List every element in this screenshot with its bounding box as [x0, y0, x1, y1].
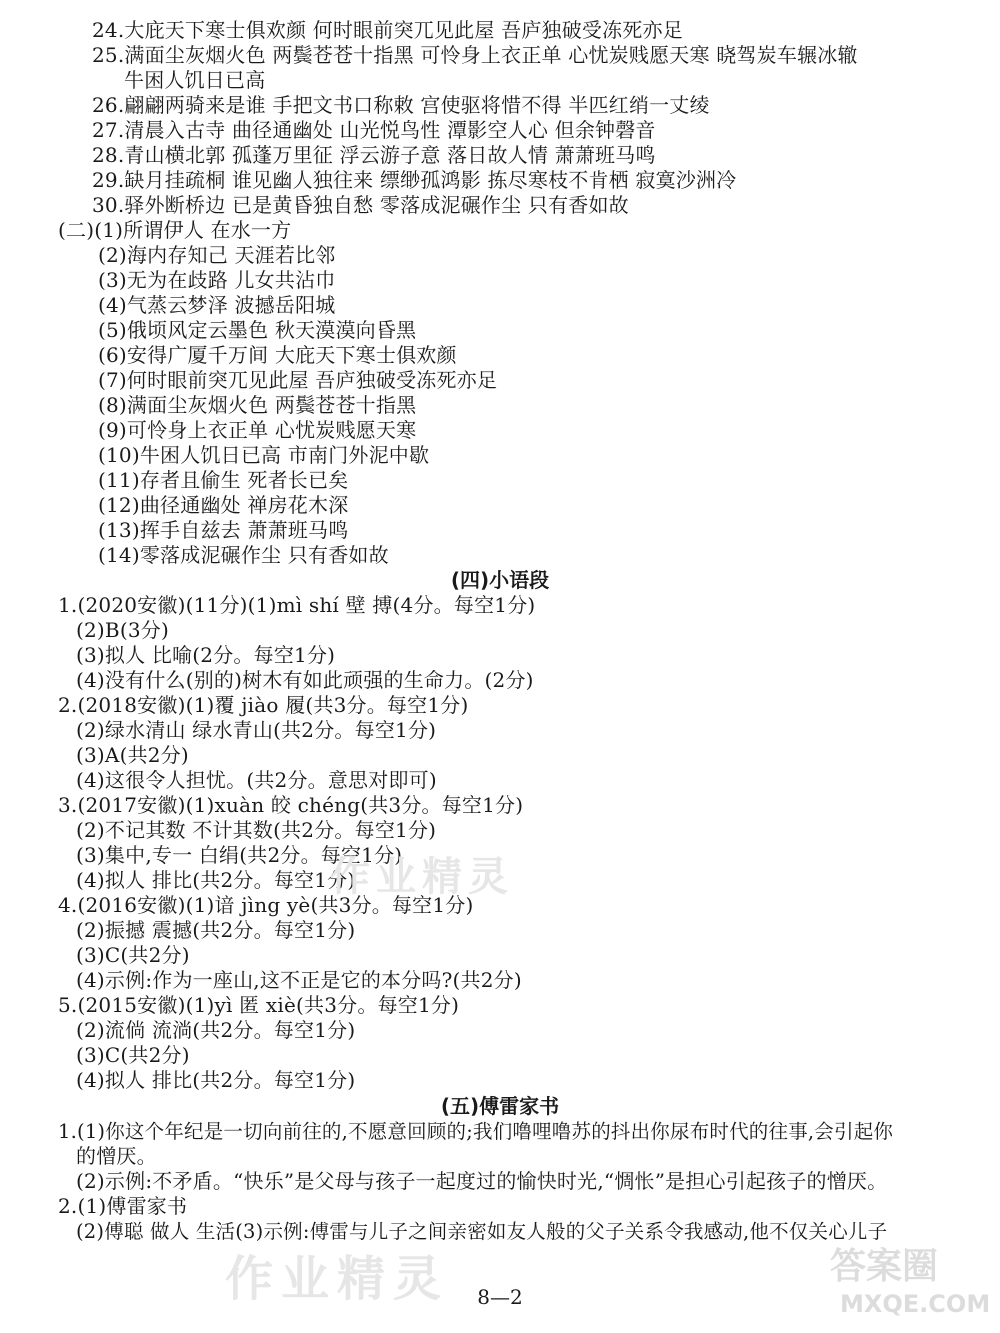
answer-line: (8)满面尘灰烟火色 两鬓苍苍十指黑	[98, 393, 417, 417]
answer-line: (6)安得广厦千万间 大庇天下寒士俱欢颜	[98, 343, 457, 367]
answer-line: (7)何时眼前突兀见此屋 吾庐独破受冻死亦足	[98, 368, 498, 392]
answer-line: (13)挥手自兹去 萧萧班马鸣	[98, 518, 349, 542]
answer-line: 3.(2017安徽)(1)xuàn 皎 chéng(共3分。每空1分)	[58, 793, 524, 817]
answer-line: (2)振撼 震撼(共2分。每空1分)	[76, 918, 356, 942]
watermark-logo: 答案圈	[830, 1246, 939, 1287]
answer-line: (2)绿水清山 绿水青山(共2分。每空1分)	[76, 718, 437, 742]
answer-line: 2.(1)傅雷家书	[58, 1194, 188, 1218]
answer-line: (11)存者且偷生 死者长已矣	[98, 468, 349, 492]
answer-line: (2)B(3分)	[76, 618, 169, 642]
answer-line: 30.驿外断桥边 已是黄昏独自愁 零落成泥碾作尘 只有香如故	[92, 193, 629, 217]
answer-line: 27.清晨入古寺 曲径通幽处 山光悦鸟性 潭影空人心 但余钟磬音	[92, 118, 656, 142]
answer-line: (4)示例:作为一座山,这不正是它的本分吗?(共2分)	[76, 968, 522, 992]
answer-line: 25.满面尘灰烟火色 两鬓苍苍十指黑 可怜身上衣正单 心忧炭贱愿天寒 晓驾炭车辗冰辙	[92, 43, 858, 67]
answer-line: (2)流倘 流淌(共2分。每空1分)	[76, 1018, 356, 1042]
answer-line: (2)示例:不矛盾。“快乐”是父母与孩子一起度过的愉快时光,“惆怅”是担心引起孩子的憎厌。	[76, 1169, 888, 1193]
page-number: 8—2	[477, 1285, 523, 1309]
answer-line: 29.缺月挂疏桐 谁见幽人独往来 缥缈孤鸿影 拣尽寒枝不肯栖 寂寞沙洲冷	[92, 168, 737, 192]
answer-line: (二)(1)所谓伊人 在水一方	[58, 218, 292, 242]
answer-line: (3)C(共2分)	[76, 1043, 190, 1067]
answer-line: (2)傅聪 做人 生活(3)示例:傅雷与儿子之间亲密如友人般的父子关系令我感动,他不仅关心儿子	[76, 1220, 888, 1243]
answer-line: (10)牛困人饥日已高 市南门外泥中歇	[98, 443, 430, 467]
answer-line: (2)不记其数 不计其数(共2分。每空1分)	[76, 818, 437, 842]
answer-line: (3)集中,专一 白绢(共2分。每空1分)	[76, 843, 403, 867]
answer-line: (3)C(共2分)	[76, 943, 190, 967]
watermark-text: 作业精灵	[225, 1251, 450, 1307]
watermark-text: 作业精灵	[330, 854, 514, 900]
answer-line: 牛困人饥日已高	[124, 68, 266, 92]
answer-line: 28.青山横北郭 孤蓬万里征 浮云游子意 落日故人情 萧萧班马鸣	[92, 143, 656, 167]
answer-line: 1.(1)你这个年纪是一切向前往的,不愿意回顾的;我们噜哩噜苏的抖出你尿布时代的往事,会引起你	[58, 1120, 894, 1143]
answer-line: (2)海内存知己 天涯若比邻	[98, 243, 336, 267]
answer-line: (3)拟人 比喻(2分。每空1分)	[76, 643, 336, 667]
answer-line: 5.(2015安徽)(1)yì 匿 xiè(共3分。每空1分)	[58, 993, 460, 1017]
answer-line: 的憎厌。	[76, 1144, 157, 1168]
section-heading: (四)小语段	[450, 568, 550, 592]
answer-line: (4)这很令人担忧。(共2分。意思对即可)	[76, 768, 437, 792]
answer-line: 2.(2018安徽)(1)覆 jiào 履(共3分。每空1分)	[58, 693, 469, 717]
answer-line: (4)没有什么(别的)树木有如此顽强的生命力。(2分)	[76, 668, 534, 692]
section-heading: (五)傅雷家书	[440, 1094, 560, 1118]
answer-line: (3)无为在歧路 儿女共沾巾	[98, 268, 336, 292]
answer-line: 4.(2016安徽)(1)谙 jìng yè(共3分。每空1分)	[58, 893, 474, 917]
answer-line: (4)拟人 排比(共2分。每空1分)	[76, 868, 356, 892]
answer-line: (12)曲径通幽处 禅房花木深	[98, 493, 349, 517]
answer-line: (9)可怜身上衣正单 心忧炭贱愿天寒	[98, 418, 417, 442]
answer-line: 1.(2020安徽)(11分)(1)mì shí 壁 搏(4分。每空1分)	[58, 593, 536, 617]
watermark-url: MXQE.COM	[840, 1290, 991, 1318]
answer-line: 24.大庇天下寒士俱欢颜 何时眼前突兀见此屋 吾庐独破受冻死亦足	[92, 18, 683, 42]
answer-line: (4)拟人 排比(共2分。每空1分)	[76, 1068, 356, 1092]
answer-line: (3)A(共2分)	[76, 743, 189, 767]
answer-line: (14)零落成泥碾作尘 只有香如故	[98, 543, 389, 567]
answer-line: (5)俄顷风定云墨色 秋天漠漠向昏黑	[98, 318, 417, 342]
answer-line: 26.翩翩两骑来是谁 手把文书口称敕 宫使驱将惜不得 半匹红绡一丈绫	[92, 93, 710, 117]
answer-line: (4)气蒸云梦泽 波撼岳阳城	[98, 293, 336, 317]
